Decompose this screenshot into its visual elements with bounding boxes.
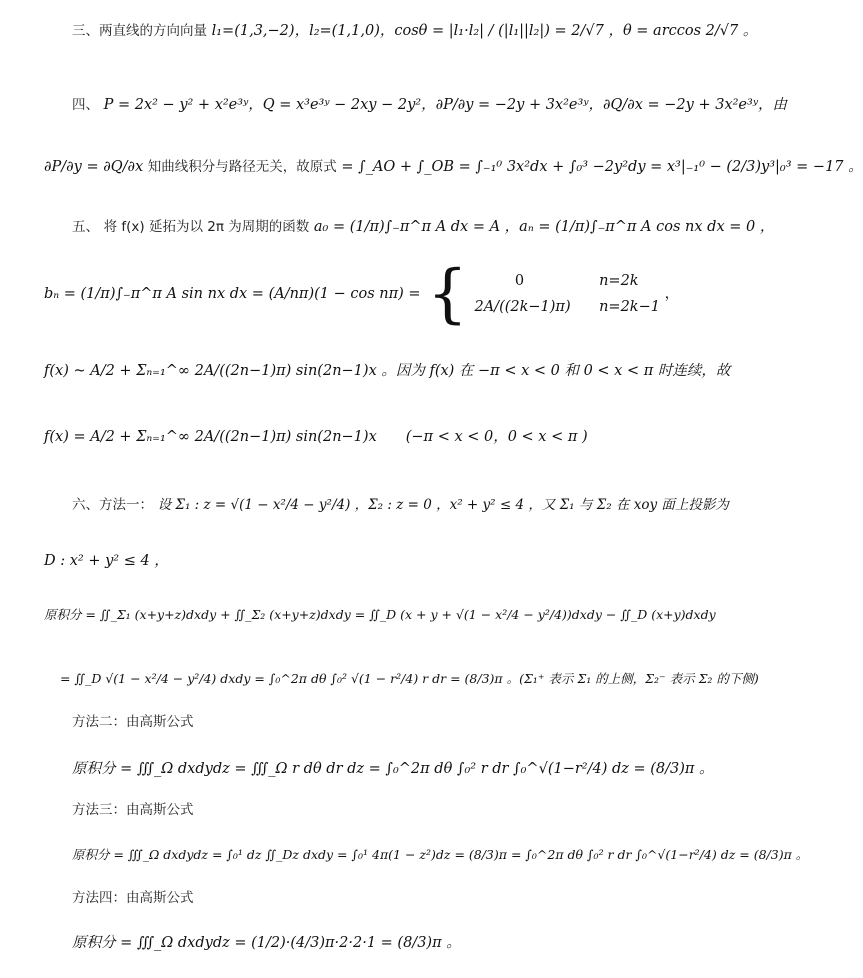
section-5-text: 将 f(x) 延拓为以 2π 为周期的函数 bbox=[103, 219, 310, 235]
method-4-formula: 原积分 = ∭_Ω dxdydz = (1/2)·(4/3)π·2·2·1 = (8/3)π 。 bbox=[72, 935, 461, 951]
section-6-surfaces: 设 Σ₁ : z = √(1 − x²/4 − y²/4) ，Σ₂ : z = 0 ，x² + y² ≤ 4 ，又 Σ₁ 与 Σ₂ 在 xoy 面上投影为 bbox=[157, 497, 729, 513]
section-5-label: 五、 bbox=[72, 219, 99, 235]
method-4-label: 方法四：由高斯公式 bbox=[72, 890, 194, 906]
case-odd bbox=[474, 294, 659, 320]
section-3 bbox=[72, 22, 758, 40]
section-4-partial-equality: ∂P/∂y = ∂Q/∂x bbox=[44, 159, 144, 175]
cases-brace: { bbox=[427, 257, 468, 331]
method-3-label: 方法三：由高斯公式 bbox=[72, 802, 194, 818]
case-even-value: 0 bbox=[514, 273, 525, 289]
section-6-line-2 bbox=[44, 552, 752, 570]
section-5-bn bbox=[44, 257, 752, 331]
method-3-formula: 原积分 = ∭_Ω dxdydz = ∫₀¹ dz ∬_Dz dxdy = ∫₀¹ 4π(1 − z²)dz = (8/3)π = ∫₀^2π dθ ∫₀² r dr ∫₀^√(1−r²/4) dz = (8/3)π 。 bbox=[72, 847, 809, 862]
section-4-text: 知曲线积分与路径无关，故原式 bbox=[147, 159, 337, 175]
case-even bbox=[474, 268, 659, 294]
method-3-formula-line bbox=[72, 846, 809, 864]
method-2-formula: 原积分 = ∭_Ω dxdydz = ∭_Ω r dθ dr dz = ∫₀^2π dθ ∫₀² r dr ∫₀^√(1−r²/4) dz = (8/3)π 。 bbox=[72, 761, 714, 777]
case-odd-value: 2A/((2k−1)π) bbox=[474, 299, 571, 315]
bn-cases bbox=[474, 268, 659, 320]
section-3-label: 三、两直线的方向向量 bbox=[72, 23, 207, 39]
bn-end: ， bbox=[664, 285, 680, 302]
original-integral: 原积分 = ∬_Σ₁ (x+y+z)dxdy + ∬_Σ₂ (x+y+z)dxdy = ∬_D (x + y + √(1 − x²/4 − y²/4))dxdy − ∬_D (x+y)dxdy bbox=[44, 607, 716, 622]
method-2-formula-line bbox=[72, 760, 752, 778]
section-5-line-1 bbox=[72, 218, 775, 236]
section-5-fourier-approx bbox=[44, 362, 752, 380]
section-6-line-3 bbox=[44, 606, 752, 624]
section-6-line-4 bbox=[60, 670, 759, 688]
section-4-line-2 bbox=[44, 158, 863, 176]
bn-formula: bₙ = (1/π)∫₋π^π A sin nx dx = (A/nπ)(1 − cos nπ) = bbox=[44, 285, 421, 302]
section-4-formula-1: P = 2x² − y² + x²e³ʸ，Q = x³e³ʸ − 2xy − 2y²，∂P/∂y = −2y + 3x²e³ʸ，∂Q/∂x = −2y + 3x²e³ʸ，由 bbox=[103, 97, 787, 113]
section-5-coefficients: a₀ = (1/π)∫₋π^π A dx = A ，aₙ = (1/π)∫₋π^π A cos nx dx = 0 ， bbox=[313, 219, 775, 235]
projection-domain: D : x² + y² ≤ 4 ， bbox=[44, 553, 169, 569]
method-4-formula-line bbox=[72, 934, 752, 952]
integral-result: = ∬_D √(1 − x²/4 − y²/4) dxdy = ∫₀^2π dθ ∫₀² √(1 − r²/4) r dr = (8/3)π 。(Σ₁⁺ 表示 Σ₁ 的上侧，Σ₂⁻ 表示 Σ₂ 的下侧) bbox=[60, 671, 759, 686]
section-4-line-1 bbox=[72, 96, 787, 114]
section-6-line-1 bbox=[72, 496, 752, 514]
section-6-label: 六、方法一： bbox=[72, 497, 153, 513]
fourier-approx: f(x) ~ A/2 + Σₙ₌₁^∞ 2A/((2n−1)π) sin(2n−1)x 。因为 f(x) 在 −π < x < 0 和 0 < x < π 时连续，故 bbox=[44, 363, 731, 379]
section-3-formula: l₁=(1,3,−2)，l₂=(1,1,0)，cosθ = |l₁·l₂| / (|l₁||l₂|) = 2/√7 ，θ = arccos 2/√7 。 bbox=[211, 23, 758, 39]
method-2-label: 方法二：由高斯公式 bbox=[72, 714, 194, 730]
section-4-label: 四、 bbox=[72, 97, 99, 113]
case-odd-condition: n=2k−1 bbox=[599, 299, 660, 315]
fourier-equal: f(x) = A/2 + Σₙ₌₁^∞ 2A/((2n−1)π) sin(2n−1)x (−π < x < 0，0 < x < π ) bbox=[44, 429, 588, 445]
section-4-formula-2: = ∫_AO + ∫_OB = ∫₋₁⁰ 3x²dx + ∫₀³ −2y²dy = x³|₋₁⁰ − (2/3)y³|₀³ = −17 。 bbox=[341, 159, 863, 175]
case-even-condition: n=2k bbox=[599, 273, 639, 289]
section-5-fourier-equal bbox=[44, 428, 752, 446]
